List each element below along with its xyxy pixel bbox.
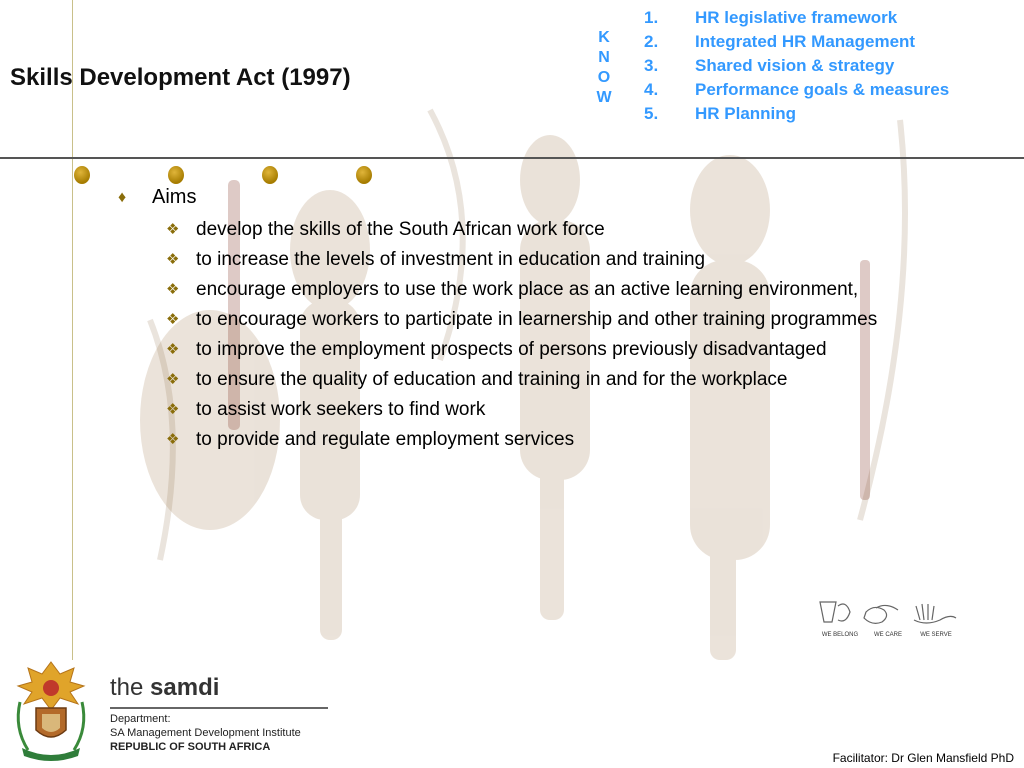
value-label: WE SERVE <box>920 632 952 638</box>
know-item-label: Integrated HR Management <box>695 32 916 51</box>
institute-name: SA Management Development Institute <box>110 727 301 739</box>
know-item-number: 2. <box>644 32 659 51</box>
list-item <box>166 398 966 422</box>
list-item <box>166 428 966 452</box>
know-item-label: Performance goals & measures <box>695 80 950 99</box>
title-divider <box>0 157 1024 159</box>
fleur-bullet-icon: ❖ <box>166 281 180 298</box>
facilitator-credit: Facilitator: Dr Glen Mansfield PhD <box>832 751 1014 765</box>
list-item-text: to improve the employment prospects of persons previously disadvantaged <box>196 339 827 360</box>
department-block <box>110 712 301 754</box>
list-item-text: to assist work seekers to find work <box>196 399 486 420</box>
list-item-text: to provide and regulate employment services <box>196 429 575 450</box>
fleur-bullet-icon: ❖ <box>166 221 180 238</box>
list-item <box>166 368 966 392</box>
department-label: Department: <box>110 713 171 725</box>
know-letter: K <box>598 29 610 46</box>
gold-dot-icon <box>356 166 372 184</box>
samdi-name: samdi <box>150 674 220 701</box>
know-list-item <box>644 54 949 78</box>
know-item-number: 4. <box>644 80 659 99</box>
diamond-bullet-icon: ♦ <box>118 188 127 206</box>
fleur-bullet-icon: ❖ <box>166 341 180 358</box>
know-list-item <box>644 78 949 102</box>
slide-title: Skills Development Act (1997) <box>10 64 351 91</box>
know-list-item <box>644 30 949 54</box>
values-labels <box>816 632 962 638</box>
list-item <box>166 218 966 242</box>
fleur-bullet-icon: ❖ <box>166 311 180 328</box>
country-name: REPUBLIC OF SOUTH AFRICA <box>110 741 271 753</box>
samdi-divider <box>110 707 328 709</box>
list-item-text: to increase the levels of investment in education and training <box>196 249 706 270</box>
list-item <box>166 308 966 332</box>
list-item-text: encourage employers to use the work place as an active learning environment, <box>196 279 859 300</box>
know-item-label: Shared vision & strategy <box>695 56 895 75</box>
know-letter: W <box>596 89 612 106</box>
know-item-number: 3. <box>644 56 659 75</box>
know-list-item <box>644 102 949 126</box>
list-item <box>166 338 966 362</box>
value-label: WE CARE <box>873 632 902 638</box>
know-letter: O <box>597 69 611 86</box>
samdi-wordmark <box>110 674 219 702</box>
samdi-the: the <box>110 674 144 701</box>
know-item-number: 1. <box>644 8 659 27</box>
know-item-label: HR legislative framework <box>695 8 898 27</box>
list-item-text: to ensure the quality of education and training in and for the workplace <box>196 369 788 390</box>
list-item-text: develop the skills of the South African work force <box>196 219 605 240</box>
gold-dot-icon <box>74 166 90 184</box>
fleur-bullet-icon: ❖ <box>166 251 180 268</box>
know-letter: N <box>598 49 610 66</box>
aims-heading-row <box>118 186 196 209</box>
vertical-guide-line <box>72 0 73 660</box>
know-item-number: 5. <box>644 104 659 123</box>
value-label: WE BELONG <box>821 632 859 638</box>
coat-of-arms-icon <box>8 658 94 764</box>
list-item <box>166 278 966 302</box>
fleur-bullet-icon: ❖ <box>166 371 180 388</box>
know-list <box>644 6 949 126</box>
gold-dot-icon <box>262 166 278 184</box>
list-item-text: to encourage workers to participate in learnership and other training programmes <box>196 309 878 330</box>
fleur-bullet-icon: ❖ <box>166 431 180 448</box>
gold-dot-icon <box>168 166 184 184</box>
aims-list <box>166 218 966 458</box>
know-list-item <box>644 6 949 30</box>
know-item-label: HR Planning <box>695 104 797 123</box>
list-item <box>166 248 966 272</box>
know-acronym <box>594 28 614 108</box>
aims-heading: Aims <box>152 186 197 208</box>
fleur-bullet-icon: ❖ <box>166 401 180 418</box>
